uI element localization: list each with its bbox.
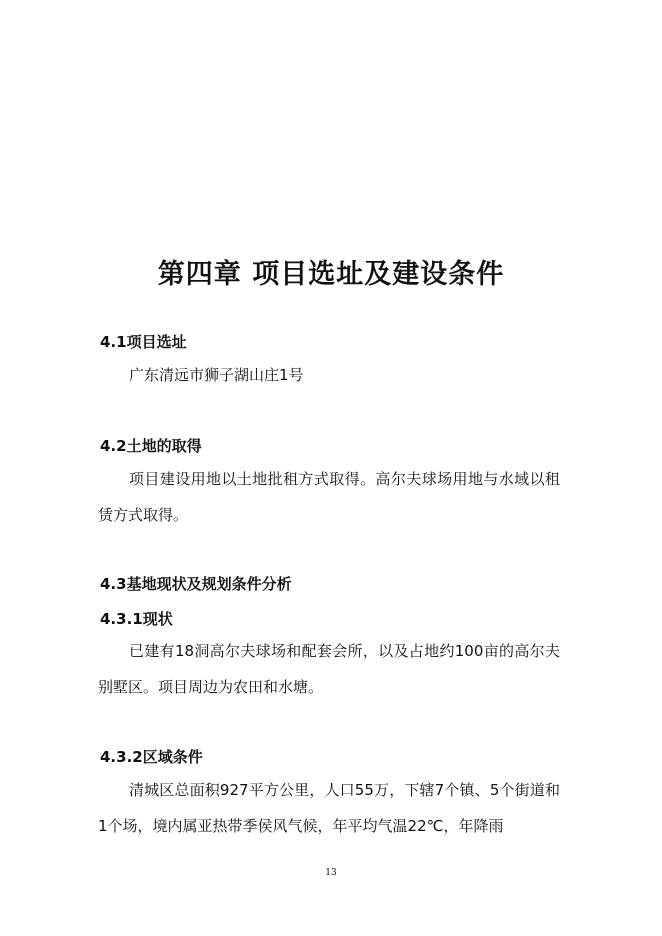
section-heading-4-3-2: 4.3.2区域条件 xyxy=(100,748,203,766)
chapter-title: 第四章 项目选址及建设条件 xyxy=(157,259,505,290)
section-heading-4-3: 4.3基地现状及规划条件分析 xyxy=(100,575,292,593)
section-body-4-2: 项目建设用地以土地批租方式取得。高尔夫球场用地与水域以租赁方式取得。 xyxy=(98,470,560,524)
section-body-4-3-2: 清城区总面积927平方公里，人口55万，下辖7个镇、5个街道和1个场，境内属亚热带季侯风气候，年平均气温22℃，年降雨 xyxy=(98,781,560,835)
section-body-4-1: 广东清远市狮子湖山庄1号 xyxy=(129,366,304,384)
section-heading-4-3-1: 4.3.1现状 xyxy=(100,610,173,628)
section-heading-4-1: 4.1项目选址 xyxy=(100,333,187,351)
section-heading-4-2: 4.2土地的取得 xyxy=(100,437,202,455)
section-body-4-3-1: 已建有18洞高尔夫球场和配套会所，以及占地约100亩的高尔夫别墅区。项目周边为农田和水塘。 xyxy=(98,642,560,696)
page-number: 13 xyxy=(325,868,337,878)
